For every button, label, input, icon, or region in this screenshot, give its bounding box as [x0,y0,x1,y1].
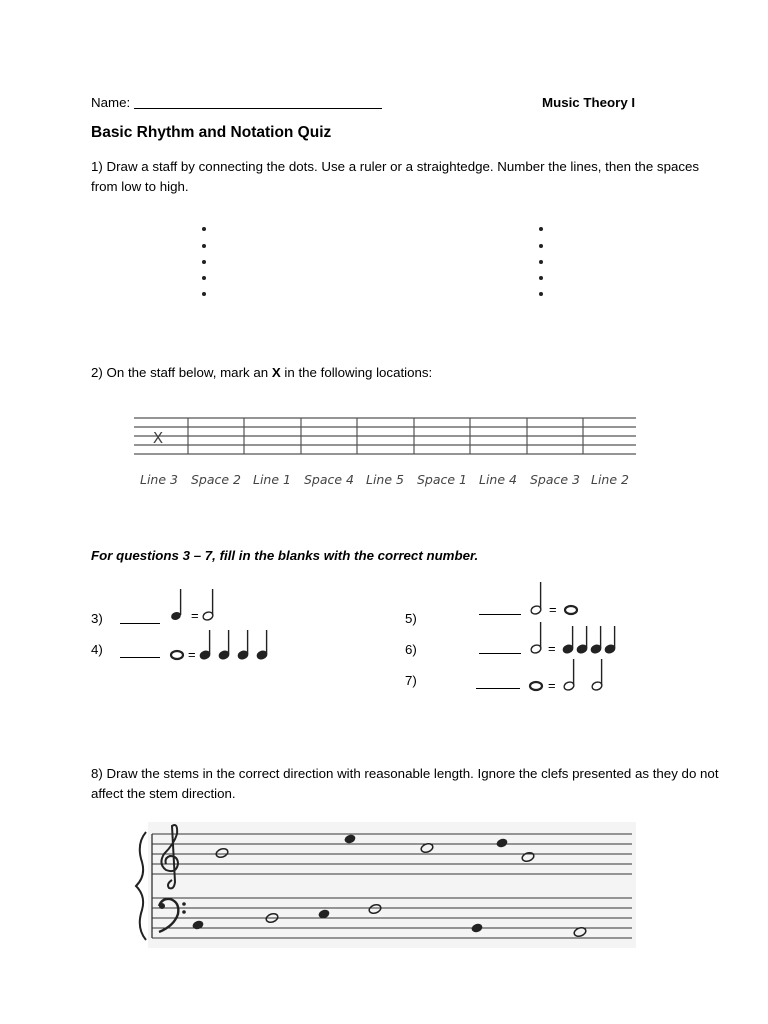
q7-notation [525,656,615,696]
q6-number: 6) [405,642,417,657]
right-dots [539,227,543,296]
equals-sign: = [191,608,199,623]
equals-sign: = [548,641,556,656]
example-x-mark: X [152,429,164,447]
location-label: Space 2 [190,472,242,487]
q6-notation [526,620,626,660]
left-dots [202,227,206,296]
q2-text-after: in the following locations: [280,365,433,380]
location-label: Line 1 [253,472,291,487]
q4-notation [166,626,276,666]
q6-blank[interactable] [479,653,521,654]
staff-dots-figure[interactable] [190,218,560,308]
location-label: Line 4 [479,472,517,487]
dot [539,260,543,264]
location-label: Line 5 [366,472,404,487]
dot [202,260,206,264]
question-1-text: 1) Draw a staff by connecting the dots. Use a ruler or a straightedge. Number the lines, then the spaces from low to high. [91,159,700,194]
half-notes-icon [563,659,603,691]
dot [539,244,543,248]
dot [202,292,206,296]
location-label: Space 3 [529,472,581,487]
q4-blank[interactable] [120,657,160,658]
dot [202,227,206,231]
dot [202,276,206,280]
q3-blank[interactable] [120,623,160,624]
q3-number: 3) [91,611,103,626]
dot [202,244,206,248]
staff-background [148,822,636,948]
q5-notation [526,580,586,620]
location-label: Space 4 [303,472,355,487]
quarter-notes-icon [562,626,616,654]
instructions-text: For questions 3 – 7, fill in the blanks with the correct number. [91,548,479,563]
course-title: Music Theory I [542,95,636,110]
location-label: Line 2 [591,472,629,487]
grand-staff[interactable] [132,820,638,950]
name-field[interactable] [134,108,382,109]
equals-sign: = [549,602,557,617]
q5-number: 5) [405,611,417,626]
q2-staff[interactable] [132,412,638,492]
q2-x-letter: X [271,365,281,380]
page-title: Basic Rhythm and Notation Quiz [91,124,332,141]
q3-notation [166,586,226,630]
whole-note-icon [171,651,183,659]
q7-number: 7) [405,673,417,688]
equals-sign: = [548,678,556,693]
question-8-text: 8) Draw the stems in the correct direction with reasonable length. Ignore the clefs presented as they do not affect the stem direction. [91,766,719,801]
dot [539,292,543,296]
dot [539,276,543,280]
q7-blank[interactable] [476,688,520,689]
location-label: Line 3 [140,472,178,487]
q5-blank[interactable] [479,614,521,615]
q4-number: 4) [91,642,103,657]
quarter-notes-icon [199,630,268,660]
q2-text-before: 2) On the staff below, mark an [91,365,272,380]
brace-icon [136,832,146,940]
whole-note-icon [530,682,542,690]
question-2-text [91,363,432,383]
staff-lines [134,418,636,454]
location-labels [140,472,629,487]
name-label: Name: [91,95,131,110]
whole-note-icon [565,606,577,614]
equals-sign: = [188,647,196,662]
dot [539,227,543,231]
location-label: Space 1 [416,472,468,487]
